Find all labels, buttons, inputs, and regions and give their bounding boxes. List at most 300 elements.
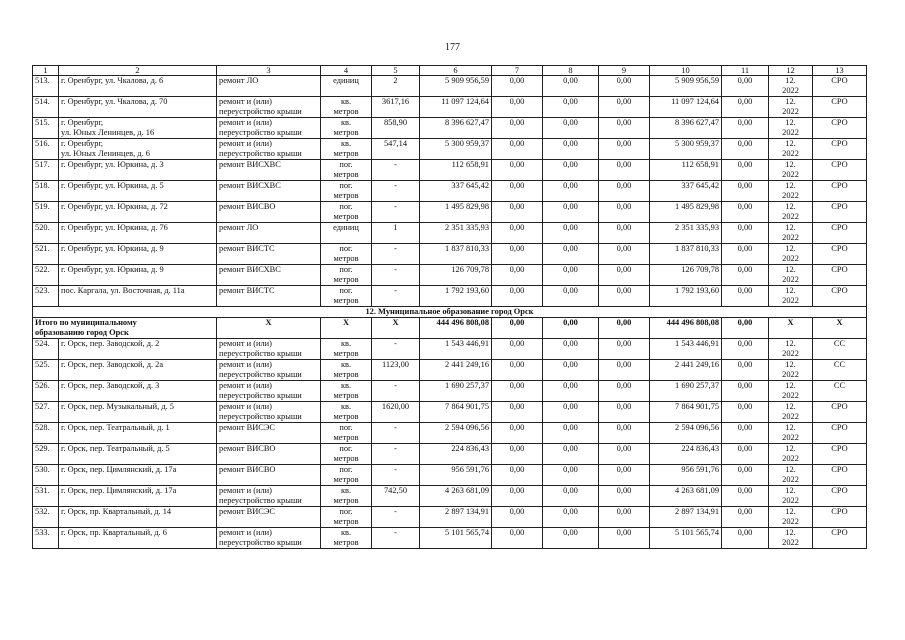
unit-cell-line-2: метров: [333, 127, 359, 137]
work-type-cell: [217, 181, 321, 202]
amount-col10-cell: 2 351 335,93: [650, 223, 722, 244]
amount-col8-cell: 0,00: [543, 339, 599, 360]
amount-col11-cell: 0,00: [722, 444, 769, 465]
table-row: [33, 265, 867, 286]
total-amount-col9: 0,00: [599, 318, 650, 339]
deadline-cell-line-1: 12.: [785, 528, 796, 538]
row-number: 527.: [33, 402, 59, 423]
amount-col7-cell: 0,00: [492, 244, 543, 265]
table-row: [33, 339, 867, 360]
amount-col7-cell: 0,00: [492, 528, 543, 549]
amount-total-cell: 4 263 681,09: [420, 486, 492, 507]
row-number: 528.: [33, 423, 59, 444]
quantity-cell: 1123,00: [372, 360, 420, 381]
amount-col11-cell: 0,00: [722, 507, 769, 528]
unit-cell-line-1: кв.: [340, 360, 352, 370]
amount-col9-cell: 0,00: [599, 339, 650, 360]
unit-cell-line-1: пог.: [339, 202, 353, 212]
deadline-cell-line-2: 2022: [782, 453, 799, 463]
deadline-cell-line-2: 2022: [782, 232, 799, 242]
method-cell: СС: [813, 381, 867, 402]
address-cell-line-1: г. Орск, пер. Заводской, д. 3: [61, 381, 160, 391]
address-cell-line-1: г. Орск, пр. Квартальный, д. 14: [61, 507, 172, 517]
deadline-cell-line-2: 2022: [782, 516, 799, 526]
work-type-cell: [217, 339, 321, 360]
deadline-cell-line-1: 12.: [785, 465, 796, 475]
deadline-cell-line-1: 12.: [785, 339, 796, 349]
address-cell-line-2: ул. Юных Ленинцев, д. 6: [61, 148, 150, 158]
quantity-cell: -: [372, 244, 420, 265]
unit-cell: [321, 181, 372, 202]
method-cell: СРО: [813, 507, 867, 528]
quantity-cell: -: [372, 202, 420, 223]
unit-cell: [321, 202, 372, 223]
amount-col8-cell: 0,00: [543, 118, 599, 139]
amount-col9-cell: 0,00: [599, 244, 650, 265]
amount-total-cell: 337 645,42: [420, 181, 492, 202]
address-cell: [59, 486, 217, 507]
address-cell-line-1: г. Орск, пр. Квартальный, д. 6: [61, 528, 167, 538]
work-type-cell: [217, 265, 321, 286]
deadline-cell-line-2: 2022: [782, 295, 799, 305]
work-type-cell-line-1: ремонт и (или): [219, 381, 272, 391]
address-cell-line-1: пос. Каргала, ул. Восточная, д. 11а: [61, 286, 185, 296]
work-type-cell: [217, 244, 321, 265]
amount-col7-cell: 0,00: [492, 423, 543, 444]
col-header: 9: [599, 66, 650, 76]
deadline-cell: [769, 97, 813, 118]
amount-total-cell: 5 101 565,74: [420, 528, 492, 549]
deadline-cell-line-2: 2022: [782, 495, 799, 505]
work-type-cell: [217, 423, 321, 444]
unit-cell-line-2: метров: [333, 274, 359, 284]
address-cell-line-1: г. Оренбург,: [61, 139, 104, 149]
work-type-cell-line-1: ремонт и (или): [219, 339, 272, 349]
work-type-cell-line-2: переустройство крыши: [219, 537, 302, 547]
work-type-cell-line-1: ремонт и (или): [219, 402, 272, 412]
amount-col9-cell: 0,00: [599, 118, 650, 139]
address-cell: [59, 223, 217, 244]
address-cell-line-1: г. Орск, пер. Цимлянский, д. 17а: [61, 486, 177, 496]
amount-col8-cell: 0,00: [543, 265, 599, 286]
amount-total-cell: 8 396 627,47: [420, 118, 492, 139]
unit-cell-line-2: метров: [333, 211, 359, 221]
capital-repair-table: [32, 65, 867, 549]
row-number: 513.: [33, 76, 59, 97]
amount-col11-cell: 0,00: [722, 223, 769, 244]
amount-col8-cell: 0,00: [543, 181, 599, 202]
method-cell: СРО: [813, 202, 867, 223]
deadline-cell: [769, 202, 813, 223]
col-header: 1: [33, 66, 59, 76]
unit-cell-line-1: пог.: [339, 181, 353, 191]
quantity-cell: 2: [372, 76, 420, 97]
address-cell-line-1: г. Орск, пер. Заводской, д. 2а: [61, 360, 164, 370]
unit-cell-line-2: метров: [333, 369, 359, 379]
deadline-cell-line-2: 2022: [782, 348, 799, 358]
amount-col8-cell: 0,00: [543, 486, 599, 507]
row-number: 532.: [33, 507, 59, 528]
amount-col7-cell: 0,00: [492, 444, 543, 465]
col-header: 2: [59, 66, 217, 76]
work-type-cell: [217, 202, 321, 223]
quantity-cell: -: [372, 444, 420, 465]
unit-cell: [321, 465, 372, 486]
deadline-cell-line-1: 12.: [785, 223, 796, 233]
amount-col7-cell: 0,00: [492, 507, 543, 528]
deadline-cell-line-2: 2022: [782, 85, 799, 95]
work-type-cell-line-1: ремонт ВИСЭС: [219, 507, 275, 517]
unit-cell: [321, 339, 372, 360]
deadline-cell-line-2: 2022: [782, 211, 799, 221]
address-cell-line-1: г. Оренбург, ул. Юркина, д. 3: [61, 160, 164, 170]
amount-col9-cell: 0,00: [599, 160, 650, 181]
amount-col9-cell: 0,00: [599, 223, 650, 244]
amount-col10-cell: 1 837 810,33: [650, 244, 722, 265]
amount-col11-cell: 0,00: [722, 244, 769, 265]
deadline-cell-line-1: 12.: [785, 360, 796, 370]
work-type-cell-line-1: ремонт ВИСХВС: [219, 265, 281, 275]
row-number: 515.: [33, 118, 59, 139]
deadline-cell-line-2: 2022: [782, 369, 799, 379]
unit-cell-line-1: кв.: [340, 339, 352, 349]
amount-col9-cell: 0,00: [599, 423, 650, 444]
amount-col11-cell: 0,00: [722, 202, 769, 223]
amount-col10-cell: 956 591,76: [650, 465, 722, 486]
amount-total-cell: 1 837 810,33: [420, 244, 492, 265]
amount-col10-cell: 224 836,43: [650, 444, 722, 465]
table-row: [33, 160, 867, 181]
amount-col9-cell: 0,00: [599, 465, 650, 486]
unit-cell-line-1: пог.: [339, 244, 353, 254]
quantity-cell: 742,50: [372, 486, 420, 507]
amount-col10-cell: 1 690 257,37: [650, 381, 722, 402]
col-header: 4: [321, 66, 372, 76]
amount-col7-cell: 0,00: [492, 381, 543, 402]
address-cell: [59, 339, 217, 360]
method-cell: СРО: [813, 118, 867, 139]
address-cell: [59, 76, 217, 97]
unit-cell: [321, 76, 372, 97]
unit-cell-line-1: пог.: [339, 465, 353, 475]
work-type-cell-line-1: ремонт и (или): [219, 118, 272, 128]
amount-col11-cell: 0,00: [722, 402, 769, 423]
total-label: [33, 318, 217, 339]
quantity-cell: -: [372, 507, 420, 528]
amount-col8-cell: 0,00: [543, 76, 599, 97]
unit-cell-line-2: метров: [333, 516, 359, 526]
amount-col7-cell: 0,00: [492, 486, 543, 507]
amount-col7-cell: 0,00: [492, 360, 543, 381]
address-cell: [59, 444, 217, 465]
amount-col11-cell: 0,00: [722, 465, 769, 486]
work-type-cell-line-1: ремонт ЛО: [219, 76, 259, 86]
quantity-cell: -: [372, 465, 420, 486]
amount-total-cell: 1 792 193,60: [420, 286, 492, 307]
row-number: 531.: [33, 486, 59, 507]
method-cell: СРО: [813, 181, 867, 202]
work-type-cell: [217, 160, 321, 181]
method-cell: СРО: [813, 528, 867, 549]
amount-col8-cell: 0,00: [543, 97, 599, 118]
address-cell: [59, 118, 217, 139]
work-type-cell-line-1: ремонт ВИСТС: [219, 286, 275, 296]
quantity-cell: -: [372, 381, 420, 402]
amount-col9-cell: 0,00: [599, 360, 650, 381]
unit-cell-line-2: метров: [333, 169, 359, 179]
unit-cell-line-1: единиц: [333, 223, 359, 233]
amount-col8-cell: 0,00: [543, 223, 599, 244]
address-cell-line-2: ул. Юных Ленинцев, д. 16: [61, 127, 155, 137]
work-type-cell-line-1: ремонт и (или): [219, 97, 272, 107]
amount-col9-cell: 0,00: [599, 76, 650, 97]
amount-total-cell: 112 658,91: [420, 160, 492, 181]
total-label-line-1: Итого по муниципальному: [35, 318, 137, 328]
work-type-cell-line-1: ремонт ЛО: [219, 223, 259, 233]
total-amount-col11: 0,00: [722, 318, 769, 339]
address-cell: [59, 286, 217, 307]
deadline-cell-line-1: 12.: [785, 118, 796, 128]
amount-col10-cell: 2 441 249,16: [650, 360, 722, 381]
amount-total-cell: 5 909 956,59: [420, 76, 492, 97]
amount-col11-cell: 0,00: [722, 118, 769, 139]
method-cell: СРО: [813, 286, 867, 307]
amount-col7-cell: 0,00: [492, 76, 543, 97]
column-number-header: [33, 66, 867, 76]
quantity-cell: -: [372, 339, 420, 360]
address-cell-line-1: г. Орск, пер. Театральный, д. 5: [61, 444, 170, 454]
work-type-cell-line-1: ремонт и (или): [219, 486, 272, 496]
unit-cell-line-2: метров: [333, 106, 359, 116]
work-type-cell-line-2: переустройство крыши: [219, 369, 302, 379]
amount-col8-cell: 0,00: [543, 402, 599, 423]
quantity-cell: -: [372, 528, 420, 549]
work-type-cell-line-1: ремонт и (или): [219, 528, 272, 538]
amount-col9-cell: 0,00: [599, 507, 650, 528]
address-cell: [59, 423, 217, 444]
unit-cell-line-1: пог.: [339, 286, 353, 296]
work-type-cell-line-2: переустройство крыши: [219, 127, 302, 137]
work-type-cell: [217, 465, 321, 486]
work-type-cell-line-1: ремонт ВИСЭС: [219, 423, 275, 433]
table-row: [33, 244, 867, 265]
work-type-cell: [217, 286, 321, 307]
amount-col7-cell: 0,00: [492, 202, 543, 223]
table-row: [33, 381, 867, 402]
amount-col8-cell: 0,00: [543, 444, 599, 465]
unit-cell-line-1: кв.: [340, 486, 352, 496]
work-type-cell-line-1: ремонт ВИСТС: [219, 244, 275, 254]
unit-cell-line-1: единиц: [333, 76, 359, 86]
work-type-cell-line-2: переустройство крыши: [219, 411, 302, 421]
address-cell: [59, 160, 217, 181]
total-amount-col6: 444 496 808,08: [420, 318, 492, 339]
unit-cell-line-1: пог.: [339, 160, 353, 170]
unit-cell-line-1: кв.: [340, 381, 352, 391]
unit-cell-line-2: метров: [333, 253, 359, 263]
method-cell: СРО: [813, 402, 867, 423]
work-type-cell-line-2: переустройство крыши: [219, 106, 302, 116]
unit-cell: [321, 360, 372, 381]
amount-total-cell: 2 351 335,93: [420, 223, 492, 244]
total-amount-col8: 0,00: [543, 318, 599, 339]
amount-col8-cell: 0,00: [543, 360, 599, 381]
method-cell: СРО: [813, 76, 867, 97]
table-row: [33, 486, 867, 507]
amount-col8-cell: 0,00: [543, 160, 599, 181]
unit-cell-line-1: пог.: [339, 265, 353, 275]
row-number: 533.: [33, 528, 59, 549]
method-cell: СРО: [813, 486, 867, 507]
quantity-cell: 1: [372, 223, 420, 244]
deadline-cell: [769, 76, 813, 97]
deadline-cell-line-2: 2022: [782, 274, 799, 284]
deadline-cell-line-1: 12.: [785, 286, 796, 296]
amount-col10-cell: 5 101 565,74: [650, 528, 722, 549]
deadline-cell: [769, 265, 813, 286]
table-row: [33, 423, 867, 444]
unit-cell-line-1: кв.: [340, 97, 352, 107]
unit-cell: [321, 118, 372, 139]
unit-cell: [321, 507, 372, 528]
deadline-cell: [769, 118, 813, 139]
row-number: 525.: [33, 360, 59, 381]
amount-col11-cell: 0,00: [722, 265, 769, 286]
method-cell: СРО: [813, 444, 867, 465]
unit-cell: [321, 265, 372, 286]
row-number: 514.: [33, 97, 59, 118]
amount-col11-cell: 0,00: [722, 76, 769, 97]
unit-cell: [321, 97, 372, 118]
row-number: 520.: [33, 223, 59, 244]
deadline-cell-line-1: 12.: [785, 76, 796, 86]
total-label-line-2: образованию город Орск: [35, 327, 129, 337]
amount-total-cell: 224 836,43: [420, 444, 492, 465]
method-cell: СРО: [813, 465, 867, 486]
unit-cell-line-1: пог.: [339, 507, 353, 517]
quantity-cell: 547,14: [372, 139, 420, 160]
address-cell: [59, 244, 217, 265]
deadline-cell: [769, 244, 813, 265]
deadline-cell-line-1: 12.: [785, 244, 796, 254]
deadline-cell-line-2: 2022: [782, 190, 799, 200]
amount-col7-cell: 0,00: [492, 465, 543, 486]
method-cell: СС: [813, 339, 867, 360]
address-cell: [59, 465, 217, 486]
work-type-cell: [217, 360, 321, 381]
amount-total-cell: 2 594 096,56: [420, 423, 492, 444]
table-row: [33, 181, 867, 202]
amount-total-cell: 1 690 257,37: [420, 381, 492, 402]
unit-cell-line-2: метров: [333, 295, 359, 305]
row-number: 522.: [33, 265, 59, 286]
amount-col10-cell: 337 645,42: [650, 181, 722, 202]
amount-col7-cell: 0,00: [492, 286, 543, 307]
amount-col11-cell: 0,00: [722, 423, 769, 444]
amount-total-cell: 2 897 134,91: [420, 507, 492, 528]
col-header: 8: [543, 66, 599, 76]
method-cell: СРО: [813, 97, 867, 118]
quantity-cell: -: [372, 160, 420, 181]
amount-col9-cell: 0,00: [599, 286, 650, 307]
amount-col7-cell: 0,00: [492, 97, 543, 118]
col-header: 7: [492, 66, 543, 76]
work-type-cell-line-2: переустройство крыши: [219, 495, 302, 505]
amount-total-cell: 7 864 901,75: [420, 402, 492, 423]
amount-col10-cell: 1 543 446,91: [650, 339, 722, 360]
total-x-col12: Х: [769, 318, 813, 339]
address-cell: [59, 360, 217, 381]
row-number: 523.: [33, 286, 59, 307]
table-row: [33, 97, 867, 118]
deadline-cell: [769, 286, 813, 307]
amount-col11-cell: 0,00: [722, 97, 769, 118]
unit-cell: [321, 286, 372, 307]
amount-total-cell: 11 097 124,64: [420, 97, 492, 118]
quantity-cell: 1620,00: [372, 402, 420, 423]
unit-cell: [321, 423, 372, 444]
deadline-cell-line-1: 12.: [785, 507, 796, 517]
amount-col8-cell: 0,00: [543, 139, 599, 160]
amount-col10-cell: 126 709,78: [650, 265, 722, 286]
work-type-cell: [217, 528, 321, 549]
amount-col11-cell: 0,00: [722, 160, 769, 181]
deadline-cell: [769, 160, 813, 181]
deadline-cell: [769, 486, 813, 507]
work-type-cell-line-2: переустройство крыши: [219, 148, 302, 158]
deadline-cell: [769, 339, 813, 360]
work-type-cell: [217, 444, 321, 465]
total-row: [33, 318, 867, 339]
amount-total-cell: 1 495 829,98: [420, 202, 492, 223]
amount-col10-cell: 7 864 901,75: [650, 402, 722, 423]
total-x-col4: Х: [321, 318, 372, 339]
table-row: [33, 507, 867, 528]
amount-col7-cell: 0,00: [492, 339, 543, 360]
col-header: 13: [813, 66, 867, 76]
amount-col10-cell: 8 396 627,47: [650, 118, 722, 139]
table-row: [33, 223, 867, 244]
table-row: [33, 465, 867, 486]
work-type-cell: [217, 118, 321, 139]
quantity-cell: -: [372, 423, 420, 444]
unit-cell-line-1: кв.: [340, 118, 352, 128]
table-row: [33, 528, 867, 549]
row-number: 517.: [33, 160, 59, 181]
table-row: [33, 360, 867, 381]
deadline-cell-line-2: 2022: [782, 390, 799, 400]
amount-col8-cell: 0,00: [543, 465, 599, 486]
deadline-cell: [769, 223, 813, 244]
unit-cell: [321, 160, 372, 181]
amount-col9-cell: 0,00: [599, 381, 650, 402]
unit-cell: [321, 381, 372, 402]
work-type-cell-line-1: ремонт ВИСВО: [219, 202, 276, 212]
unit-cell-line-2: метров: [333, 148, 359, 158]
amount-col9-cell: 0,00: [599, 402, 650, 423]
deadline-cell: [769, 423, 813, 444]
work-type-cell-line-1: ремонт ВИСХВС: [219, 181, 281, 191]
unit-cell-line-1: пог.: [339, 423, 353, 433]
quantity-cell: 3617,16: [372, 97, 420, 118]
deadline-cell-line-1: 12.: [785, 402, 796, 412]
table-row: [33, 402, 867, 423]
table-row: [33, 76, 867, 97]
amount-col10-cell: 2 594 096,56: [650, 423, 722, 444]
unit-cell-line-2: метров: [333, 432, 359, 442]
unit-cell-line-2: метров: [333, 348, 359, 358]
work-type-cell: [217, 381, 321, 402]
